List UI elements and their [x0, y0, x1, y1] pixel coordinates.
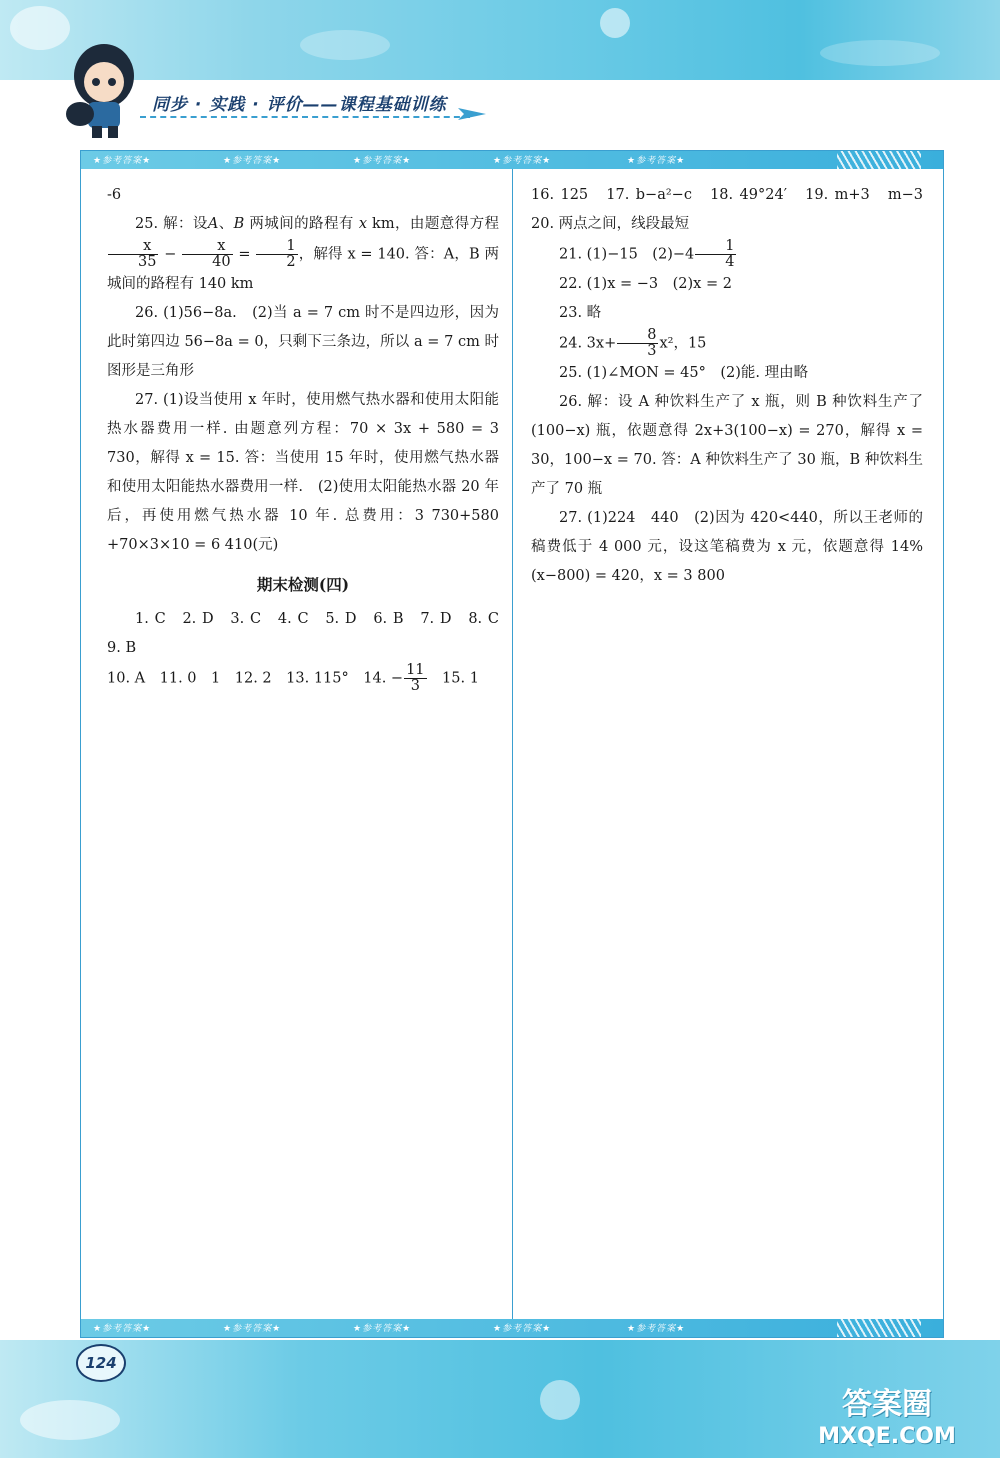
answer-text: =	[233, 246, 256, 263]
column-divider	[512, 169, 513, 1319]
answer-text: 24. 3x+	[559, 335, 617, 352]
answer-text: 、	[218, 216, 234, 232]
watermark-url: MXQE.COM	[818, 1424, 956, 1449]
fraction-denominator: 35	[138, 254, 157, 270]
answer-box	[80, 150, 944, 1338]
box-top-bar	[81, 151, 943, 169]
section-title: 期末检测(四)	[256, 575, 350, 594]
fraction	[256, 239, 297, 270]
fraction	[108, 239, 158, 270]
splash-decoration	[10, 6, 70, 50]
fraction-denominator: 3	[410, 678, 420, 694]
header-strip	[0, 80, 1000, 150]
answer-23: 23. 略	[559, 305, 602, 321]
fraction-denominator: 4	[725, 254, 735, 270]
answer-26: 26. (1)56−8a. (2)当 a = 7 cm 时不是四边形，因为此时第四边 56−8a = 0，只剩下三条边，所以 a = 7 cm 时图形是三角形	[107, 305, 499, 379]
fraction-numerator: 1	[256, 239, 297, 255]
answer-text: 25. 解：设	[135, 216, 208, 232]
answer-text: 15. 1	[427, 670, 479, 687]
answer-text: −	[159, 246, 182, 263]
answer-mc2	[107, 663, 499, 694]
series-title: 同步 · 实践 · 评价——课程基础训练	[152, 95, 447, 115]
answer-22: 22. (1)x = −3 (2)x = 2	[559, 276, 732, 292]
bar-label: ★参考答案★	[223, 1324, 282, 1334]
bar-label: ★参考答案★	[493, 1324, 552, 1334]
answer-21	[531, 239, 923, 270]
bar-label: ★参考答案★	[93, 156, 152, 166]
bar-label: ★参考答案★	[493, 156, 552, 166]
answer-text: ，解得 x = 140. 答：A，B 两城间的路程有 140 km	[107, 246, 499, 292]
stripe-decoration	[837, 151, 921, 169]
fraction-denominator: 2	[286, 254, 296, 270]
fraction-numerator: 8	[617, 328, 658, 344]
answer-26: 26. 解：设 A 种饮料生产了 x 瓶，则 B 种饮料生产了 (100−x) 瓶，依题意得 2x+3(100−x) = 270，解得 x = 30，100−x = 70. 答：A 种饮料生产了 30 瓶，B 种饮料生产了 70 瓶	[531, 394, 923, 497]
bar-label: ★参考答案★	[627, 156, 686, 166]
answer-text: 两城间的路程有	[244, 216, 359, 232]
splash-decoration	[820, 40, 940, 66]
page-number: 124	[76, 1344, 126, 1382]
top-banner	[0, 0, 1000, 80]
answer-text: x²，15	[659, 335, 707, 352]
answer-var: A	[207, 216, 219, 232]
mascot-icon	[62, 36, 146, 140]
watermark	[792, 1386, 982, 1454]
bar-label: ★参考答案★	[353, 156, 412, 166]
splash-decoration	[300, 30, 390, 60]
splash-decoration	[20, 1400, 120, 1440]
answer-text: km，由题意得方程	[367, 216, 499, 232]
splash-decoration	[600, 8, 630, 38]
fraction	[404, 663, 426, 694]
fraction-numerator: 11	[406, 662, 425, 678]
fraction	[617, 328, 658, 359]
answer-27: 27. (1)224 440 (2)因为 420<440，所以王老师的稿费低于 4 000 元，设这笔稿费为 x 元，依题意得 14%(x−800) = 420，x = 3 800	[531, 510, 923, 584]
fraction-denominator: 40	[212, 254, 231, 270]
answer-text: 21. (1)−15 (2)−4	[559, 246, 695, 263]
bar-label: ★参考答案★	[93, 1324, 152, 1334]
fraction-numerator: x	[182, 239, 232, 255]
answer-25: 25. (1)∠MON = 45° (2)能. 理由略	[559, 365, 809, 381]
title-divider	[140, 116, 470, 118]
bar-label: ★参考答案★	[627, 1324, 686, 1334]
left-column	[107, 181, 514, 694]
fraction-denominator: 3	[647, 343, 657, 359]
box-bottom-bar	[81, 1319, 943, 1337]
right-column	[531, 181, 938, 591]
answer-var: x	[358, 216, 367, 232]
arrow-icon	[458, 104, 486, 124]
answer-text: 10. A 11. 0 1 12. 2 13. 115° 14. −	[107, 670, 404, 687]
answer-25	[107, 210, 499, 299]
stripe-decoration	[837, 1319, 921, 1337]
answer-mc: 1. C 2. D 3. C 4. C 5. D 6. B 7. D 8. C 9. B	[107, 611, 514, 656]
answer-24	[531, 328, 923, 359]
answer-27: 27. (1)设当使用 x 年时，使用燃气热水器和使用太阳能热水器费用一样. 由题意列方程：70 × 3x + 580 = 3 730，解得 x = 15. 答：当使用 15 年时，使用燃气热水器和使用太阳能热水器费用一样. (2)使用太阳能热水器 20 年后，再使用燃气热水器 10 年. 总费用：3 730+580 +70×3×10 = 6 410(元)	[107, 392, 499, 553]
bar-label: ★参考答案★	[353, 1324, 412, 1334]
fraction	[182, 239, 232, 270]
watermark-title: 答案圈	[842, 1387, 932, 1422]
bar-label: ★参考答案★	[223, 156, 282, 166]
answer-16-20: 16. 125 17. b−a²−c 18. 49°24′ 19. m+3 m−3 20. 两点之间，线段最短	[531, 187, 938, 232]
answer-line: -6	[107, 187, 122, 203]
fraction	[695, 239, 736, 270]
fraction-numerator: x	[108, 239, 158, 255]
answer-var: B	[233, 216, 245, 232]
fraction-numerator: 1	[695, 239, 736, 255]
splash-decoration	[540, 1380, 580, 1420]
